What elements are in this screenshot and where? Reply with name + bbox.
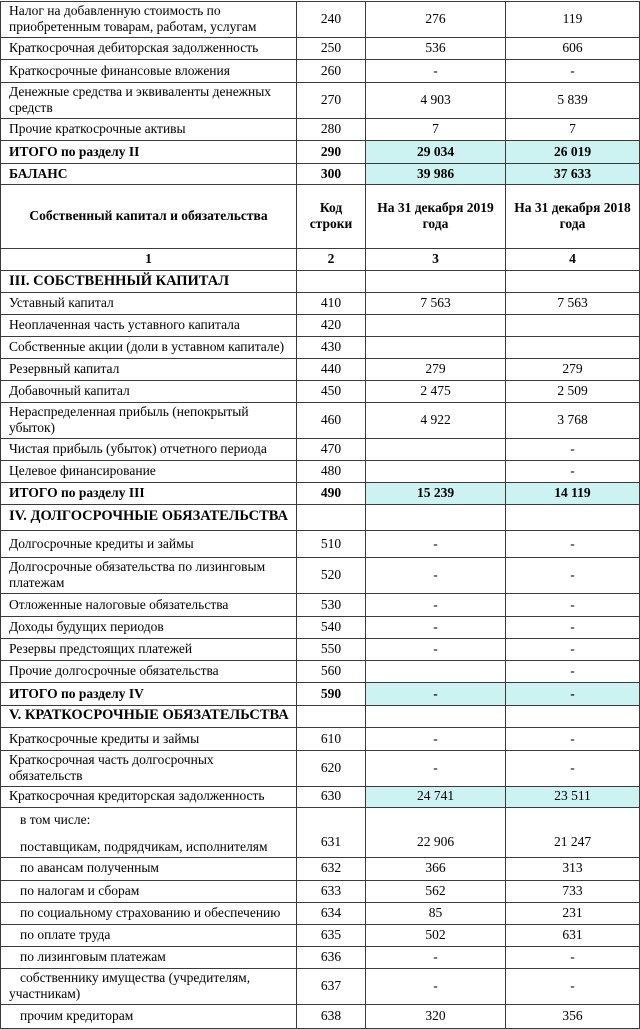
table-row	[1, 1004, 640, 1028]
row-value-2019-cell	[366, 705, 506, 727]
row-value-2019-cell: 7 563	[366, 292, 506, 314]
row-label-cell: Резервы предстоящих платежей	[1, 638, 297, 660]
table-row	[1, 593, 640, 616]
row-code-cell: 250	[297, 37, 366, 59]
payables-row	[1, 786, 640, 807]
row-label-cell: Доходы будущих периодов	[1, 616, 297, 638]
section-row-equity	[1, 270, 640, 292]
row-value-2018-cell: 733	[506, 880, 640, 902]
row-label-cell: Отложенные налоговые обязательства	[1, 593, 297, 616]
row-value-2018-cell: 21 247	[506, 807, 640, 857]
row-value-2019-cell	[366, 504, 506, 530]
row-label-cell: Денежные средства и эквиваленты денежных средств	[1, 82, 297, 118]
row-code-cell: 290	[297, 140, 366, 163]
section-title: IV. ДОЛГОСРОЧНЫЕ ОБЯЗАТЕЛЬСТВА	[1, 504, 297, 530]
table-row	[1, 314, 640, 336]
row-value-2018-cell: 3 768	[506, 402, 640, 438]
column-number-2: 2	[297, 248, 366, 270]
row-value-2019-cell	[366, 460, 506, 482]
row-label-cell: Уставный капитал	[1, 292, 297, 314]
row-value-2019-cell: -	[366, 593, 506, 616]
row-label-cell: Собственные акции (доли в уставном капитале)	[1, 336, 297, 358]
row-label-cell: Нераспределенная прибыль (непокрытый убыток)	[1, 402, 297, 438]
row-label-cell: Целевое финансирование	[1, 460, 297, 482]
total-row-section2	[1, 140, 640, 163]
row-value-2018-cell: 606	[506, 37, 640, 59]
row-value-2019-cell: 536	[366, 37, 506, 59]
table-row	[1, 37, 640, 59]
row-value-2019-cell: 366	[366, 857, 506, 880]
table-row	[1, 402, 640, 438]
header-name-cell: Собственный капитал и обязательства	[1, 184, 297, 248]
row-value-2018-cell: 356	[506, 1004, 640, 1028]
row-value-2018-cell: 37 633	[506, 163, 640, 184]
balance-sheet-page	[0, 1, 639, 1023]
table-row	[1, 82, 640, 118]
row-value-2018-cell: 119	[506, 2, 640, 38]
row-value-2019-cell: 502	[366, 924, 506, 946]
row-code-cell: 610	[297, 727, 366, 750]
row-label-cell: Прочие краткосрочные активы	[1, 118, 297, 140]
row-code-cell: 550	[297, 638, 366, 660]
row-label-cell: Прочие долгосрочные обязательства	[1, 660, 297, 682]
table-row	[1, 557, 640, 593]
row-value-2018-cell: 2 509	[506, 380, 640, 402]
row-value-2018-cell: 7	[506, 118, 640, 140]
column-number-4: 4	[506, 248, 640, 270]
row-code-cell: 530	[297, 593, 366, 616]
row-value-2018-cell: -	[506, 727, 640, 750]
table-row	[1, 2, 640, 38]
table-row	[1, 924, 640, 946]
table-row	[1, 946, 640, 968]
column-number-row	[1, 248, 640, 270]
row-code-cell: 300	[297, 163, 366, 184]
row-label-cell: по социальному страхованию и обеспечению	[1, 902, 297, 924]
row-value-2019-cell: 2 475	[366, 380, 506, 402]
row-label-cell: ИТОГО по разделу III	[1, 482, 297, 504]
row-value-2018-cell: -	[506, 638, 640, 660]
row-value-2019-cell: -	[366, 616, 506, 638]
row-value-2018-cell: -	[506, 750, 640, 786]
row-value-2018-cell: -	[506, 946, 640, 968]
row-code-cell: 635	[297, 924, 366, 946]
row-value-2019-cell: 29 034	[366, 140, 506, 163]
table-row	[1, 380, 640, 402]
row-label-cell: Чистая прибыль (убыток) отчетного периода	[1, 438, 297, 460]
row-label-cell	[1, 807, 297, 857]
row-label-cell: по лизинговым платежам	[1, 946, 297, 968]
total-row-section4	[1, 682, 640, 705]
table-row	[1, 438, 640, 460]
row-code-cell: 632	[297, 857, 366, 880]
row-label-cell: Краткосрочные финансовые вложения	[1, 59, 297, 82]
row-value-2018-cell: -	[506, 530, 640, 557]
row-value-2018-cell: -	[506, 593, 640, 616]
row-value-2019-cell	[366, 660, 506, 682]
column-number-3: 3	[366, 248, 506, 270]
section-row-longterm	[1, 504, 640, 530]
row-value-2019-cell: -	[366, 727, 506, 750]
row-value-2019-cell	[366, 270, 506, 292]
row-label-cell: БАЛАНС	[1, 163, 297, 184]
row-code-cell: 637	[297, 968, 366, 1004]
row-label-cell: по налогам и сборам	[1, 880, 297, 902]
row-value-2018-cell: -	[506, 460, 640, 482]
row-code-cell: 631	[297, 807, 366, 857]
row-label-cell: прочим кредиторам	[1, 1004, 297, 1028]
row-value-2018-cell: 279	[506, 358, 640, 380]
row-value-2018-cell	[506, 705, 640, 727]
row-code-cell: 470	[297, 438, 366, 460]
row-code-cell	[297, 705, 366, 727]
row-value-2019-cell: 15 239	[366, 482, 506, 504]
row-value-2019-cell: 4 903	[366, 82, 506, 118]
row-label-cell: ИТОГО по разделу IV	[1, 682, 297, 705]
row-value-2018-cell: 14 119	[506, 482, 640, 504]
row-value-2018-cell	[506, 270, 640, 292]
row-code-cell	[297, 270, 366, 292]
row-value-2018-cell: -	[506, 616, 640, 638]
row-value-2018-cell: -	[506, 660, 640, 682]
section-row-shortterm	[1, 705, 640, 727]
row-code-cell: 270	[297, 82, 366, 118]
header-2019-cell: На 31 декабря 2019 года	[366, 184, 506, 248]
row-code-cell: 560	[297, 660, 366, 682]
row-value-2018-cell: -	[506, 59, 640, 82]
row-value-2019-cell: -	[366, 638, 506, 660]
row-code-cell: 280	[297, 118, 366, 140]
balance-sheet-table	[0, 1, 640, 1029]
table-row	[1, 358, 640, 380]
row-value-2019-cell: 85	[366, 902, 506, 924]
table-row	[1, 336, 640, 358]
table-row	[1, 59, 640, 82]
row-code-cell: 490	[297, 482, 366, 504]
row-label-cell: Краткосрочные кредиты и займы	[1, 727, 297, 750]
row-value-2018-cell: -	[506, 438, 640, 460]
row-label-cell: по оплате труда	[1, 924, 297, 946]
row-value-2018-cell	[506, 504, 640, 530]
row-label-cell: Добавочный капитал	[1, 380, 297, 402]
row-code-cell: 480	[297, 460, 366, 482]
row-value-2019-cell: -	[366, 946, 506, 968]
table-row	[1, 460, 640, 482]
section-title: III. СОБСТВЕННЫЙ КАПИТАЛ	[1, 270, 297, 292]
row-code-cell: 410	[297, 292, 366, 314]
row-value-2018-cell	[506, 336, 640, 358]
row-label-cell: по авансам полученным	[1, 857, 297, 880]
table-header-row	[1, 184, 640, 248]
table-row	[1, 968, 640, 1004]
row-value-2019-cell: 276	[366, 2, 506, 38]
row-code-cell: 630	[297, 786, 366, 807]
section-title: V. КРАТКОСРОЧНЫЕ ОБЯЗАТЕЛЬСТВА	[1, 705, 297, 727]
row-value-2018-cell: 23 511	[506, 786, 640, 807]
table-row	[1, 880, 640, 902]
row-code-cell: 260	[297, 59, 366, 82]
row-value-2018-cell: 631	[506, 924, 640, 946]
row-label-cell: Краткосрочная кредиторская задолженность	[1, 786, 297, 807]
column-number-1: 1	[1, 248, 297, 270]
row-value-2019-cell: 320	[366, 1004, 506, 1028]
total-row-section3	[1, 482, 640, 504]
row-value-2018-cell: -	[506, 968, 640, 1004]
row-value-2019-cell: -	[366, 968, 506, 1004]
row-label-cell: Неоплаченная часть уставного капитала	[1, 314, 297, 336]
row-code-cell: 620	[297, 750, 366, 786]
table-row	[1, 616, 640, 638]
row-code-cell: 460	[297, 402, 366, 438]
row-value-2019-cell: 562	[366, 880, 506, 902]
table-row-including	[1, 807, 640, 857]
table-row	[1, 530, 640, 557]
table-row	[1, 292, 640, 314]
row-code-cell: 520	[297, 557, 366, 593]
row-value-2019-cell: -	[366, 557, 506, 593]
table-row	[1, 638, 640, 660]
table-row	[1, 857, 640, 880]
table-row	[1, 902, 640, 924]
row-value-2019-cell: -	[366, 750, 506, 786]
row-code-cell: 240	[297, 2, 366, 38]
row-value-2018-cell: 231	[506, 902, 640, 924]
row-value-2019-cell: 279	[366, 358, 506, 380]
row-value-2018-cell: 5 839	[506, 82, 640, 118]
row-value-2019-cell: -	[366, 59, 506, 82]
row-value-2019-cell: 22 906	[366, 807, 506, 857]
row-code-cell	[297, 504, 366, 530]
row-value-2019-cell: 4 922	[366, 402, 506, 438]
row-label-cell: ИТОГО по разделу II	[1, 140, 297, 163]
table-row	[1, 118, 640, 140]
row-code-cell: 440	[297, 358, 366, 380]
row-code-cell: 540	[297, 616, 366, 638]
row-label-cell: Долгосрочные обязательства по лизинговым платежам	[1, 557, 297, 593]
row-code-cell: 634	[297, 902, 366, 924]
row-code-cell: 633	[297, 880, 366, 902]
row-value-2018-cell: 7 563	[506, 292, 640, 314]
table-row	[1, 660, 640, 682]
header-code-cell: Код строки	[297, 184, 366, 248]
row-value-2018-cell: -	[506, 682, 640, 705]
row-label-cell: Долгосрочные кредиты и займы	[1, 530, 297, 557]
row-code-cell: 636	[297, 946, 366, 968]
row-value-2019-cell: 7	[366, 118, 506, 140]
row-code-cell: 420	[297, 314, 366, 336]
row-value-2019-cell	[366, 438, 506, 460]
row-label-cell: собственнику имущества (учредителям, участникам)	[1, 968, 297, 1004]
row-code-cell: 450	[297, 380, 366, 402]
row-value-2019-cell	[366, 336, 506, 358]
row-code-cell: 430	[297, 336, 366, 358]
row-value-2019-cell: 39 986	[366, 163, 506, 184]
row-value-2018-cell	[506, 314, 640, 336]
table-row	[1, 750, 640, 786]
row-label-cell: Краткосрочная часть долгосрочных обязательств	[1, 750, 297, 786]
balance-total-row	[1, 163, 640, 184]
row-value-2018-cell: -	[506, 557, 640, 593]
row-code-cell: 510	[297, 530, 366, 557]
row-value-2019-cell: 24 741	[366, 786, 506, 807]
row-code-cell: 590	[297, 682, 366, 705]
row-value-2018-cell: 313	[506, 857, 640, 880]
row-value-2019-cell: -	[366, 682, 506, 705]
row-label: поставщикам, подрядчикам, исполнителям	[20, 839, 268, 855]
row-value-2019-cell: -	[366, 530, 506, 557]
row-code-cell: 638	[297, 1004, 366, 1028]
table-row	[1, 727, 640, 750]
header-2018-cell: На 31 декабря 2018 года	[506, 184, 640, 248]
row-label-cell: Налог на добавленную стоимость по приобретенным товарам, работам, услугам	[1, 2, 297, 38]
row-sublabel: в том числе:	[20, 811, 91, 827]
row-label-cell: Краткосрочная дебиторская задолженность	[1, 37, 297, 59]
row-label-cell: Резервный капитал	[1, 358, 297, 380]
row-value-2018-cell: 26 019	[506, 140, 640, 163]
row-value-2019-cell	[366, 314, 506, 336]
